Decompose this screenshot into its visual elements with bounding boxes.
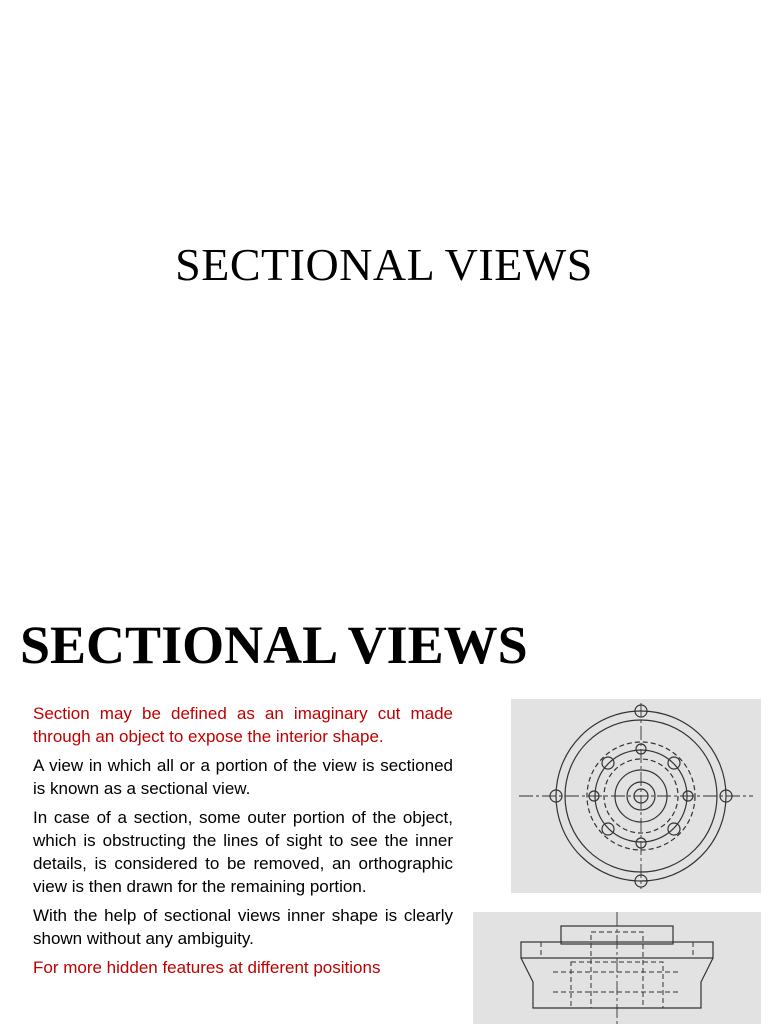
paragraph-inner-shape: With the help of sectional views inner shape is clearly shown without any ambiguity. xyxy=(33,906,453,948)
paragraph-definition: Section may be defined as an imaginary cut made through an object to expose the interior shape. xyxy=(33,704,453,746)
slide-heading: SECTIONAL VIEWS xyxy=(20,615,528,675)
front-view-drawing xyxy=(473,912,761,1024)
paragraph-section-case: In case of a section, some outer portion of the object, which is obstructing the lines of sight to see the inner details, is considered to be removed, an orthographic view is then drawn for the remaining portion. xyxy=(33,808,453,896)
slide-title: SECTIONAL VIEWS xyxy=(175,239,593,290)
text-column xyxy=(33,702,453,985)
paragraph-sectional-view: A view in which all or a portion of the view is sectioned is known as a sectional view. xyxy=(33,756,453,798)
content-slide xyxy=(0,576,768,1024)
top-view-drawing xyxy=(511,699,761,893)
paragraph-hidden-features: For more hidden features at different positions xyxy=(33,958,381,977)
